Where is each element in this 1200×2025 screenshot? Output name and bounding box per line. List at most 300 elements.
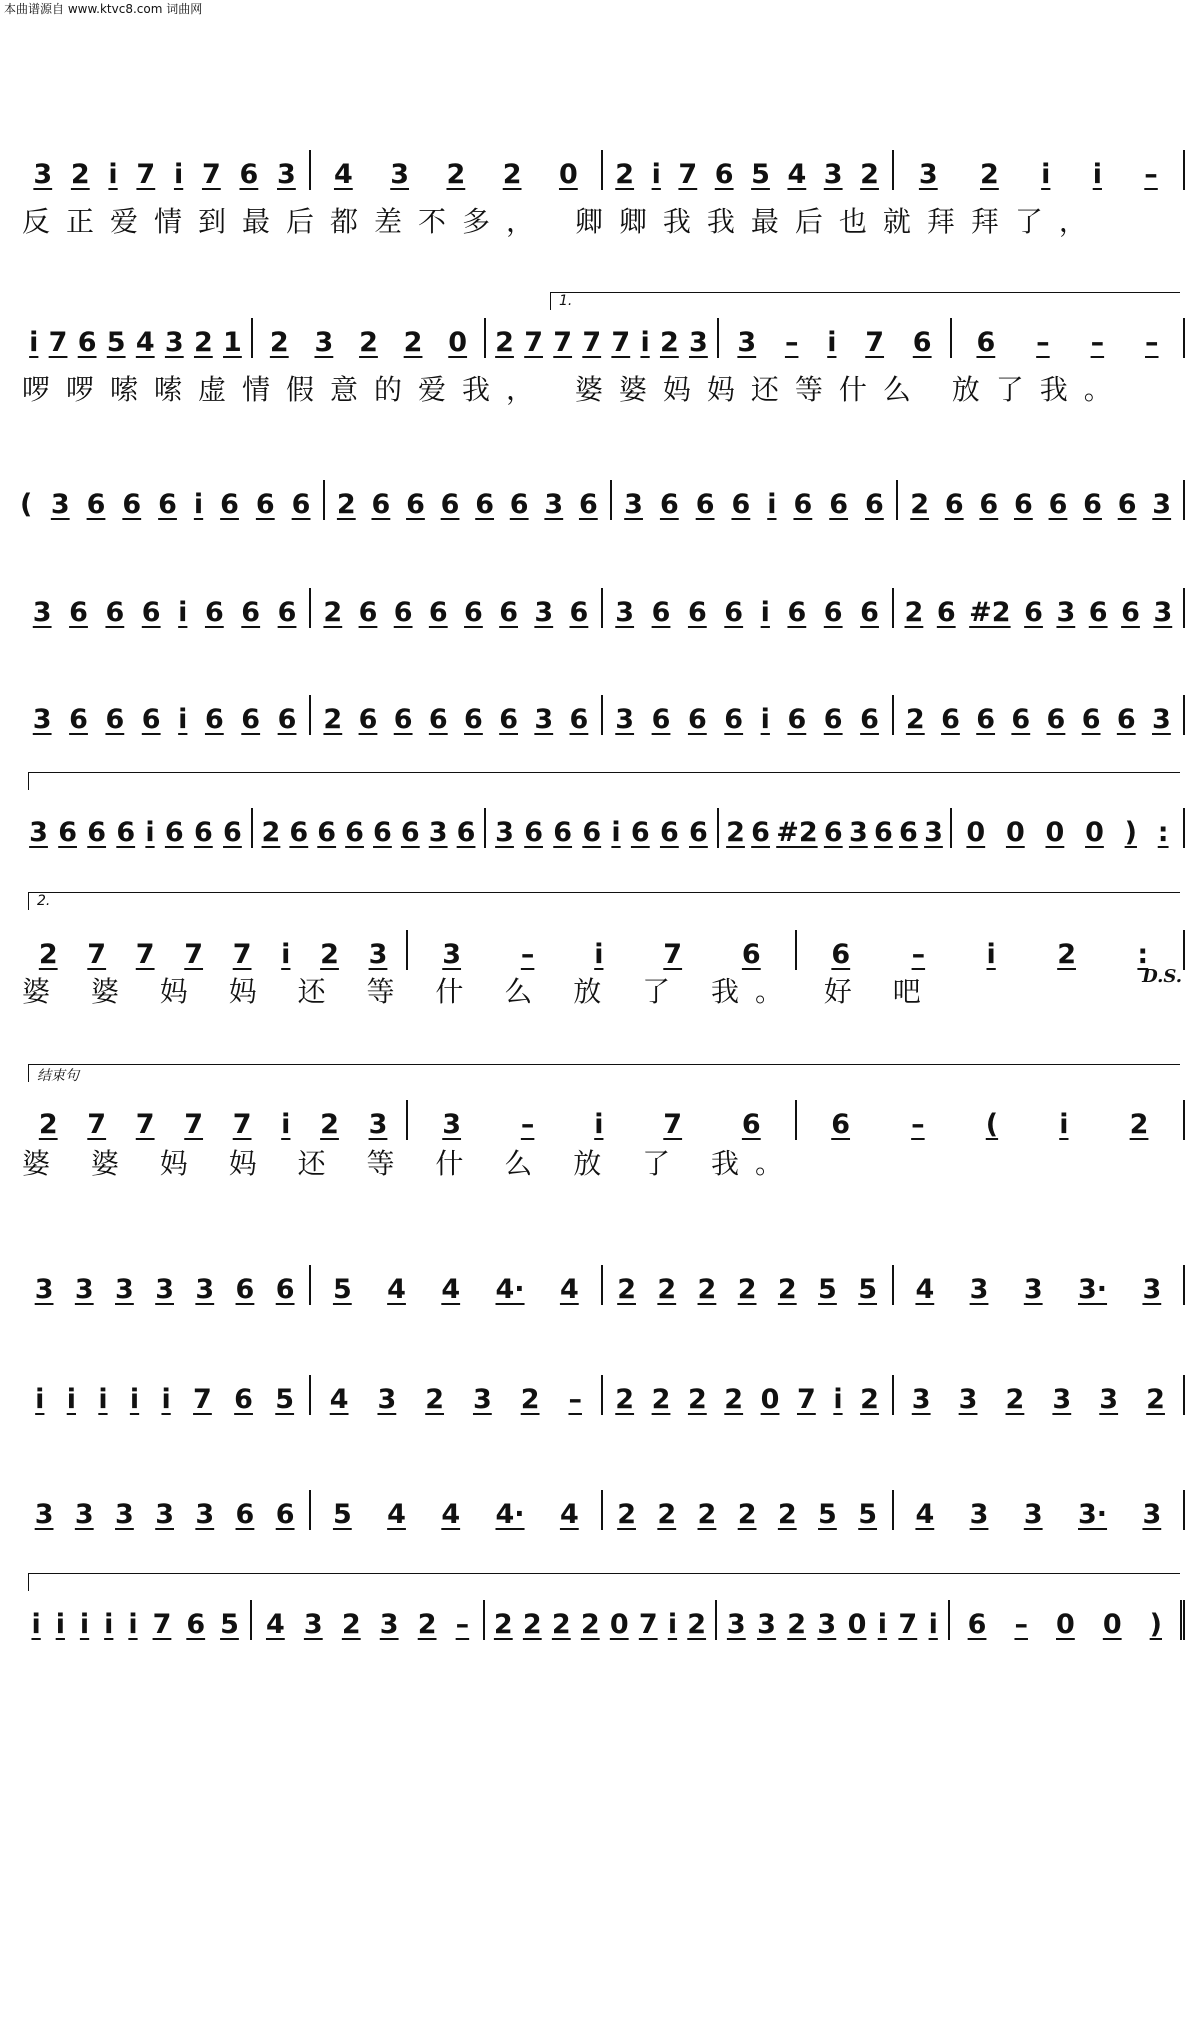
note: 6	[464, 597, 483, 628]
note: 6	[823, 817, 843, 848]
note: 6	[406, 489, 425, 520]
note: 6	[741, 939, 761, 970]
note: 6	[204, 597, 224, 628]
note: 3	[757, 1609, 776, 1640]
note: 3	[495, 817, 514, 848]
note: 6	[829, 489, 849, 520]
note: i	[108, 159, 118, 190]
note: 3	[1056, 597, 1076, 628]
note: 6	[787, 597, 807, 628]
measure	[20, 930, 408, 970]
note: 2	[323, 597, 343, 628]
note: 2	[417, 1609, 437, 1640]
notation-system	[20, 480, 1185, 520]
note: –	[1144, 159, 1158, 190]
measure	[311, 1490, 602, 1530]
note: i	[1059, 1109, 1069, 1140]
note: 2	[724, 1384, 744, 1415]
note: 6	[941, 704, 960, 735]
note: i	[145, 817, 155, 848]
note: –	[1036, 327, 1050, 358]
note: 6	[275, 1274, 295, 1305]
note: i	[98, 1384, 108, 1415]
note: 6	[277, 704, 297, 735]
note: –	[911, 939, 926, 970]
note: 6	[1083, 489, 1102, 520]
note: 3	[390, 159, 410, 190]
measure	[612, 480, 899, 520]
note: 6	[659, 489, 679, 520]
measure	[20, 150, 311, 190]
note: (	[985, 1109, 999, 1140]
note: 3	[303, 1609, 323, 1640]
note: i	[651, 159, 661, 190]
note: 3	[848, 817, 868, 848]
note: i	[1041, 159, 1051, 190]
note: 2	[905, 704, 925, 735]
note: 3	[115, 1499, 134, 1530]
note: 3	[534, 704, 554, 735]
note: i	[29, 327, 39, 358]
note: 3	[34, 1499, 54, 1530]
note: 3	[918, 159, 938, 190]
measure	[603, 1375, 894, 1415]
note: 2	[38, 1109, 58, 1140]
measure	[603, 1490, 894, 1530]
notation-system	[20, 808, 1185, 848]
note: 6	[976, 327, 996, 358]
note: 2	[910, 489, 930, 520]
note: 2	[860, 1384, 879, 1415]
measure	[894, 588, 1185, 628]
note: 6	[440, 489, 460, 520]
note: 6	[1024, 597, 1043, 628]
note: :	[1137, 939, 1149, 970]
note: 4·	[495, 1499, 525, 1530]
note: 7	[232, 939, 252, 970]
note: 3	[924, 817, 943, 848]
note: i	[79, 1609, 90, 1640]
note: 6	[317, 817, 337, 848]
note: i	[281, 1109, 291, 1140]
note: )	[1149, 1609, 1162, 1640]
measure	[253, 318, 486, 358]
note: 3	[1023, 1274, 1043, 1305]
note: 6	[223, 817, 242, 848]
note: 3	[911, 1384, 931, 1415]
note: i	[833, 1384, 843, 1415]
note: i	[611, 817, 621, 848]
note: i	[1092, 159, 1102, 190]
note: 6	[831, 1109, 851, 1140]
note: 6	[582, 817, 602, 848]
note: 6	[1011, 704, 1031, 735]
note: 6	[393, 704, 413, 735]
note: i	[35, 1384, 45, 1415]
note: 4	[915, 1499, 935, 1530]
note: –	[784, 327, 799, 358]
note: –	[455, 1609, 470, 1640]
note: i	[986, 939, 996, 970]
note: 2	[651, 1384, 671, 1415]
note: 3	[817, 1609, 837, 1640]
note: 6	[509, 489, 529, 520]
note: 0	[558, 159, 578, 190]
note: 3	[74, 1499, 94, 1530]
note: 6	[235, 1499, 255, 1530]
note: 3	[195, 1499, 215, 1530]
measure	[408, 1100, 796, 1140]
note: 5	[332, 1499, 352, 1530]
note: 0	[1045, 817, 1065, 848]
note: 4	[441, 1499, 461, 1530]
measure	[408, 930, 796, 970]
note: 7	[663, 939, 683, 970]
note: 6	[751, 817, 770, 848]
note: 3	[32, 597, 52, 628]
note: 3	[534, 597, 554, 628]
note: i	[667, 1609, 678, 1640]
note: 6	[831, 939, 851, 970]
note: 6	[239, 159, 259, 190]
open-paren: (	[20, 489, 33, 520]
note: 3	[29, 817, 48, 848]
note: 3·	[1078, 1274, 1108, 1305]
note: 3	[368, 939, 388, 970]
note: #2	[776, 817, 818, 848]
note: 3	[1153, 597, 1173, 628]
note: 6	[569, 704, 589, 735]
note: 6	[373, 817, 392, 848]
volta-ending-phrase: 结束句	[28, 1064, 1180, 1082]
notation-system	[20, 1375, 1185, 1415]
measure	[252, 1600, 484, 1640]
note: 7	[184, 939, 204, 970]
note: 3	[115, 1274, 134, 1305]
measure	[253, 808, 486, 848]
note: 0	[966, 817, 986, 848]
note: i	[104, 1609, 114, 1640]
measure	[20, 1375, 311, 1415]
note: 6	[86, 489, 106, 520]
note: 2	[522, 1609, 542, 1640]
source-header: 本曲谱源自 www.ktvc8.com 词曲网	[4, 2, 203, 16]
measure	[311, 588, 602, 628]
note: 6	[714, 159, 734, 190]
note: 0	[1085, 817, 1104, 848]
note: 6	[499, 704, 518, 735]
measure	[20, 1100, 408, 1140]
note: 6	[393, 597, 413, 628]
note: i	[178, 597, 188, 628]
note: i	[827, 327, 837, 358]
note: 6	[899, 817, 918, 848]
note: 5	[818, 1274, 837, 1305]
note: 2	[615, 1384, 635, 1415]
note: 3	[164, 327, 184, 358]
note: 0	[1102, 1609, 1122, 1640]
note: 4	[387, 1499, 406, 1530]
note: 0	[448, 327, 468, 358]
measure	[894, 1490, 1185, 1530]
note: 3	[544, 489, 564, 520]
note: 3	[32, 704, 52, 735]
measure	[20, 1265, 311, 1305]
note: 3	[1052, 1384, 1072, 1415]
notation-system	[20, 930, 1185, 970]
note: 3	[472, 1384, 492, 1415]
note: 7	[193, 1384, 212, 1415]
note: 6	[687, 597, 707, 628]
note: 3	[726, 1609, 746, 1640]
note: 2	[403, 327, 423, 358]
note: 5	[858, 1499, 878, 1530]
note: 4	[559, 1274, 579, 1305]
lyric-line-1: 反正爱情到最后都差不多， 卿卿我我最后也就拜拜了，	[22, 205, 1103, 238]
note: 3	[1099, 1384, 1119, 1415]
note: 0	[1056, 1609, 1075, 1640]
note: i	[55, 1609, 65, 1640]
note: 5	[858, 1274, 878, 1305]
note: 3	[33, 159, 53, 190]
note: 6	[1048, 489, 1068, 520]
note: 6	[1088, 597, 1108, 628]
note: 2	[737, 1274, 757, 1305]
note: 5	[751, 159, 770, 190]
note: 6	[289, 817, 309, 848]
note: 2	[320, 939, 339, 970]
note: 6	[371, 489, 391, 520]
note: 6	[687, 704, 707, 735]
note: 6	[787, 704, 807, 735]
note: 3	[1023, 1499, 1043, 1530]
note: 6	[967, 1609, 987, 1640]
note: 3	[50, 489, 70, 520]
note: 3	[155, 1499, 174, 1530]
note: i	[128, 1609, 138, 1640]
note: 6	[873, 817, 893, 848]
note: 0	[847, 1609, 867, 1640]
note: 6	[186, 1609, 206, 1640]
lyric-line-2: 啰啰嗦嗦虚情假意的爱我， 婆婆妈妈还等什么 放了我。	[22, 373, 1128, 406]
note: 2	[520, 1384, 540, 1415]
note: 6	[651, 597, 671, 628]
note: 6	[569, 597, 589, 628]
note: 3	[969, 1499, 989, 1530]
note: i	[193, 489, 204, 520]
note: 5	[275, 1384, 295, 1415]
note: 6	[69, 597, 88, 628]
note: 2	[261, 817, 281, 848]
note: 2	[1129, 1109, 1149, 1140]
note: 6	[464, 704, 483, 735]
note: 6	[220, 489, 239, 520]
repeat-bracket	[28, 772, 1180, 790]
notation-system	[20, 1100, 1185, 1140]
measure	[20, 318, 253, 358]
note: 3	[615, 704, 635, 735]
note: 4	[559, 1499, 579, 1530]
note: 6	[793, 489, 813, 520]
note: 4	[135, 327, 155, 358]
notation-system	[20, 318, 1185, 358]
note: 3	[442, 939, 462, 970]
note: 6	[1046, 704, 1066, 735]
note: –	[1090, 327, 1105, 358]
note: 6	[122, 489, 142, 520]
note: 7	[201, 159, 221, 190]
note: 3	[428, 817, 448, 848]
measure	[603, 1265, 894, 1305]
note: 6	[204, 704, 224, 735]
note: 6	[277, 597, 297, 628]
note: 3	[737, 327, 757, 358]
measure	[894, 150, 1185, 190]
note: 3	[1152, 704, 1171, 735]
measure	[603, 695, 894, 735]
note: 4	[787, 159, 807, 190]
note: i	[161, 1384, 171, 1415]
measure	[311, 1375, 602, 1415]
note: 4	[387, 1274, 406, 1305]
note: 6	[456, 817, 476, 848]
note: 2	[617, 1274, 636, 1305]
note: :	[1157, 817, 1169, 848]
notation-system	[20, 1265, 1185, 1305]
note: 2	[446, 159, 466, 190]
note: 2	[860, 159, 879, 190]
note: 6	[428, 597, 448, 628]
note: 6	[695, 489, 715, 520]
measure	[486, 318, 719, 358]
note: 6	[689, 817, 708, 848]
note: 6	[241, 597, 261, 628]
measure	[952, 808, 1185, 848]
note: i	[594, 939, 604, 970]
note: 2	[726, 817, 745, 848]
measure	[797, 930, 1185, 970]
volta-first-ending: 1.	[550, 292, 1180, 310]
note: 6	[234, 1384, 253, 1415]
note: 6	[1013, 489, 1033, 520]
note: 5	[332, 1274, 352, 1305]
note: 7	[232, 1109, 252, 1140]
note: 4	[441, 1274, 461, 1305]
note: 3	[689, 327, 708, 358]
note: 7	[184, 1109, 204, 1140]
note: –	[520, 1109, 535, 1140]
note: 7	[87, 1109, 107, 1140]
note: 2	[341, 1609, 361, 1640]
note: 3	[314, 327, 334, 358]
note: 3	[624, 489, 643, 520]
measure	[950, 1600, 1185, 1640]
note: 6	[860, 597, 879, 628]
note: 0	[1005, 817, 1025, 848]
note: 7	[898, 1609, 918, 1640]
note: 3	[615, 597, 635, 628]
note: i	[594, 1109, 604, 1140]
note: –	[1014, 1609, 1028, 1640]
note: 2	[659, 327, 679, 358]
note: –	[520, 939, 535, 970]
note: 6	[193, 817, 213, 848]
dal-segno-mark: D.S.	[1142, 966, 1182, 987]
note: 6	[499, 597, 518, 628]
note: 6	[823, 704, 843, 735]
note: 6	[141, 597, 161, 628]
note: 6	[578, 489, 598, 520]
notation-system	[20, 150, 1185, 190]
note: 6	[524, 817, 543, 848]
note: 3	[34, 1274, 54, 1305]
notation-system	[20, 695, 1185, 735]
note: i	[877, 1609, 888, 1640]
note: 6	[1121, 597, 1140, 628]
note: 6	[291, 489, 311, 520]
measure	[894, 1265, 1185, 1305]
measure	[603, 588, 894, 628]
note: 6	[912, 327, 932, 358]
measure	[311, 150, 602, 190]
note: 2	[1057, 939, 1076, 970]
note: 6	[1081, 704, 1101, 735]
note: 6	[105, 597, 125, 628]
note: i	[66, 1384, 76, 1415]
note: 6	[731, 489, 751, 520]
note: 2	[737, 1499, 757, 1530]
note: 3	[1152, 489, 1172, 520]
note: 7	[135, 939, 155, 970]
notation-system	[20, 588, 1185, 628]
note: i	[129, 1384, 140, 1415]
note: 2	[551, 1609, 571, 1640]
note: #2	[969, 597, 1011, 628]
note: 7	[152, 1609, 172, 1640]
note: –	[911, 1109, 925, 1140]
note: 7	[638, 1609, 658, 1640]
note: 5	[220, 1609, 239, 1640]
note: 7	[611, 327, 631, 358]
note: 7	[135, 1109, 155, 1140]
note: 2	[657, 1274, 677, 1305]
note: 4	[915, 1274, 935, 1305]
note: 6	[358, 704, 378, 735]
note: 3	[969, 1274, 989, 1305]
note: 7	[524, 327, 543, 358]
note: 2	[777, 1499, 797, 1530]
measure	[20, 1600, 252, 1640]
note: 2	[787, 1609, 807, 1640]
note: 2	[615, 159, 635, 190]
measure	[719, 318, 952, 358]
note: i	[173, 159, 184, 190]
measure	[898, 480, 1185, 520]
note: 2	[1146, 1384, 1165, 1415]
note: 6	[141, 704, 161, 735]
volta-second-ending: 2.	[28, 892, 1180, 910]
note: 2	[193, 327, 213, 358]
note: 2	[777, 1274, 797, 1305]
note: 2	[359, 327, 378, 358]
note: 6	[475, 489, 495, 520]
measure	[894, 695, 1185, 735]
note: 6	[659, 817, 679, 848]
note: 6	[979, 489, 999, 520]
note: 4	[329, 1384, 349, 1415]
lyric-line-4: 婆 婆 妈 妈 还 等 什 么 放 了 我。	[22, 1147, 800, 1180]
note: 6	[976, 704, 996, 735]
